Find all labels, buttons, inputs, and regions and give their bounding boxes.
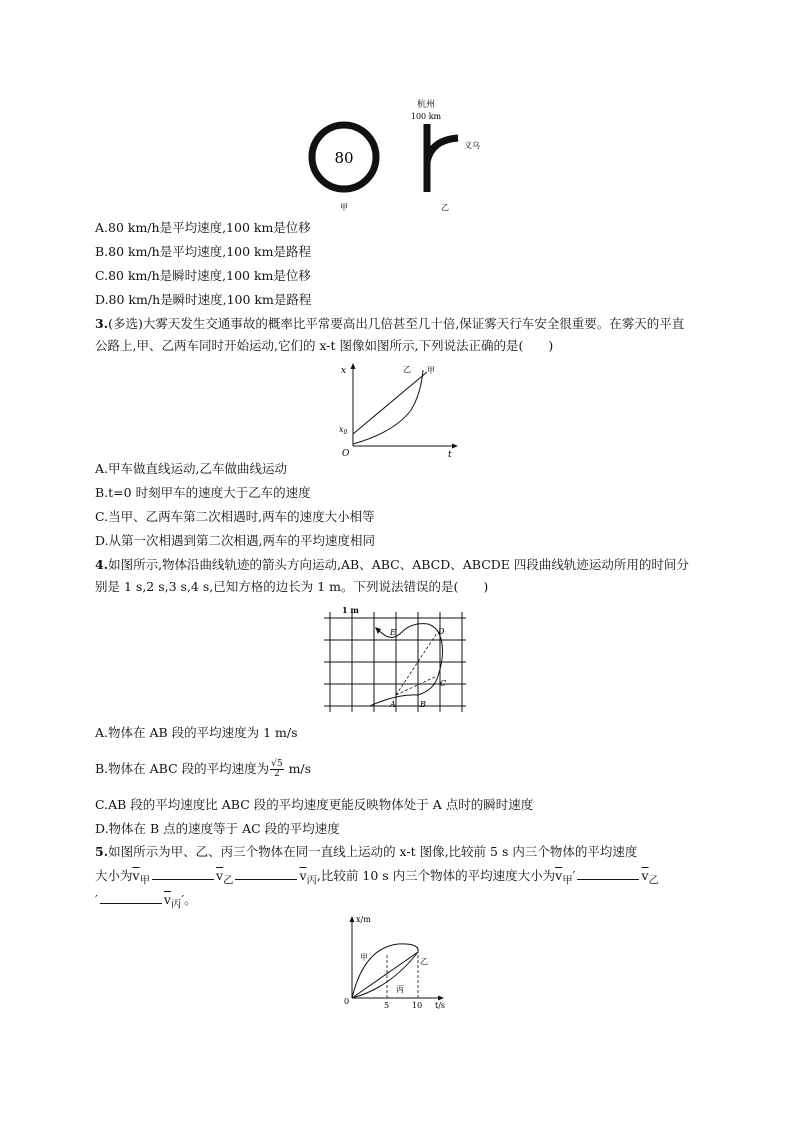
- q5-number: 5.: [95, 844, 109, 859]
- v-jia-prime: $\overline{v}$: [555, 868, 563, 883]
- q3-option-a: A.甲车做直线运动,乙车做曲线运动: [95, 461, 287, 476]
- q4-option-d: D.物体在 B 点的速度等于 AC 段的平均速度: [95, 821, 340, 836]
- q5-x-arrow: [438, 996, 444, 1001]
- q3-xt-graph: [333, 360, 463, 460]
- q4-trajectory: [370, 624, 443, 706]
- q5-tick-10: 10: [412, 1001, 423, 1010]
- q5-xt-graph: [340, 912, 460, 1010]
- q5-text-3: ,比较前 10 s 内三个物体的平均速度大小为: [316, 868, 556, 883]
- q4-number: 4.: [95, 557, 109, 572]
- q5-tick-5: 5: [384, 1001, 390, 1010]
- q3-x-arrow: [452, 444, 458, 449]
- q3-y-arrow: [351, 363, 356, 369]
- q4-point-d: D: [438, 627, 445, 636]
- prime-3: ′: [181, 892, 185, 907]
- prime-1: ′: [572, 868, 576, 883]
- q3-option-b: B.t=0 时刻甲车的速度大于乙车的速度: [95, 485, 311, 500]
- q4-fraction-numerator: √5: [271, 759, 283, 769]
- road-sign-figure: [300, 96, 500, 216]
- q4-grid-figure: [320, 604, 470, 716]
- v-bing: $\overline{v}$: [299, 868, 307, 883]
- q4-point-b: B: [420, 700, 426, 709]
- q5-line-2: [95, 867, 659, 890]
- sign-label-left: 甲: [340, 203, 348, 212]
- q4-option-b-text: B.物体在 ABC 段的平均速度为: [95, 761, 270, 776]
- q3-origin: O: [342, 449, 350, 459]
- q3-x0-label: $x_0$: [339, 425, 348, 436]
- q3-label-yi: 乙: [403, 365, 411, 374]
- q5-end: 。: [184, 892, 197, 907]
- blank-2[interactable]: [235, 867, 297, 880]
- q3-text: 大雾天发生交通事故的概率比平常要高出几倍甚至几十倍,保证雾天行车安全很重要。在雾天的平直公路上,甲、乙两车同时开始运动,它们的 x-t 图像如图所示,下列说法正确的是( ): [95, 316, 685, 353]
- q5-curve-jia: [352, 944, 418, 998]
- q2-option-c: C.80 km/h是瞬时速度,100 km是位移: [95, 268, 311, 283]
- q4-point-e: E: [390, 628, 396, 637]
- q3-option-c: C.当甲、乙两车第二次相遇时,两车的速度大小相等: [95, 509, 375, 524]
- q5-label-yi: 乙: [420, 957, 428, 966]
- q5-x-label: t/s: [435, 1001, 446, 1010]
- q3-option-d: D.从第一次相遇到第二次相遇,两车的平均速度相同: [95, 533, 376, 548]
- speed-limit-value: 80: [334, 149, 354, 167]
- q4-option-b-unit: m/s: [288, 761, 312, 776]
- sign-label-right: 乙: [441, 203, 449, 212]
- q3-y-label: x: [341, 366, 347, 376]
- q4-fraction-denominator: 2: [273, 769, 280, 779]
- q4-option-c: C.AB 段的平均速度比 ABC 段的平均速度更能反映物体处于 A 点时的瞬时速度: [95, 797, 534, 812]
- v-bing-prime-sub: 丙: [170, 898, 182, 911]
- q4-text: 如图所示,物体沿曲线轨迹的箭头方向运动,AB、ABC、ABCD、ABCDE 四段曲线轨迹运动所用的时间分别是 1 s,2 s,3 s,4 s,已知方格的边长为 1 m。下列说法错误的是( ): [95, 557, 689, 594]
- blank-3[interactable]: [577, 867, 639, 880]
- q2-option-a: A.80 km/h是平均速度,100 km是位移: [95, 220, 311, 235]
- q5-y-label: x/m: [356, 915, 371, 924]
- q3-curve-yi: [353, 370, 423, 444]
- q5-origin: 0: [344, 997, 350, 1006]
- sign-city: 杭州: [416, 100, 436, 110]
- v-yi: $\overline{v}$: [215, 868, 224, 883]
- q3-number: 3.: [95, 316, 109, 331]
- q4-scale-label: 1 m: [342, 605, 359, 615]
- q4-option-b-fraction: [270, 760, 283, 779]
- q4-dashed-lines: [396, 633, 437, 695]
- v-yi-prime-sub: 乙: [648, 874, 659, 887]
- v-yi-prime: $\overline{v}$: [641, 868, 649, 883]
- v-bing-sub: 丙: [306, 874, 317, 887]
- q4-arrow: [375, 627, 381, 634]
- v-bing-prime: $\overline{v}$: [163, 892, 171, 907]
- prime-2: ′: [95, 892, 98, 907]
- q5-text-1: 如图所示为甲、乙、丙三个物体在同一直线上运动的 x-t 图像,比较前 5 s 内三个物体的平均速度: [108, 844, 638, 859]
- q4-point-a: A: [390, 700, 396, 709]
- v-jia-sub: 甲: [139, 874, 150, 887]
- blank-1[interactable]: [152, 867, 214, 880]
- sign-branch: 义乌: [464, 141, 480, 150]
- q3-x-label: t: [448, 450, 452, 460]
- v-jia: $\overline{v}$: [132, 868, 140, 883]
- q4-option-b: [95, 758, 311, 780]
- q3-label-jia: 甲: [427, 366, 435, 375]
- q3-tag: (多选): [108, 316, 143, 331]
- q4-point-c: C: [440, 679, 447, 688]
- q3-stem: [95, 313, 695, 357]
- q2-option-d: D.80 km/h是瞬时速度,100 km是路程: [95, 292, 312, 307]
- sign-distance: 100 km: [410, 112, 442, 121]
- q5-label-jia: 甲: [360, 953, 368, 962]
- v-jia-prime-sub: 甲: [562, 874, 573, 887]
- q3-line-jia: [353, 372, 427, 434]
- v-yi-sub: 乙: [223, 874, 234, 887]
- q4-stem: [95, 554, 695, 598]
- direction-sign: [427, 124, 458, 192]
- q5-line-1: [95, 843, 637, 861]
- q5-line-3: [95, 891, 197, 914]
- q5-y-arrow: [350, 916, 355, 922]
- q5-text-2: 大小为: [95, 868, 133, 883]
- blank-4[interactable]: [100, 891, 162, 904]
- q5-label-bing: 丙: [396, 985, 404, 994]
- q4-option-a: A.物体在 AB 段的平均速度为 1 m/s: [95, 725, 298, 740]
- q2-option-b: B.80 km/h是平均速度,100 km是路程: [95, 244, 311, 259]
